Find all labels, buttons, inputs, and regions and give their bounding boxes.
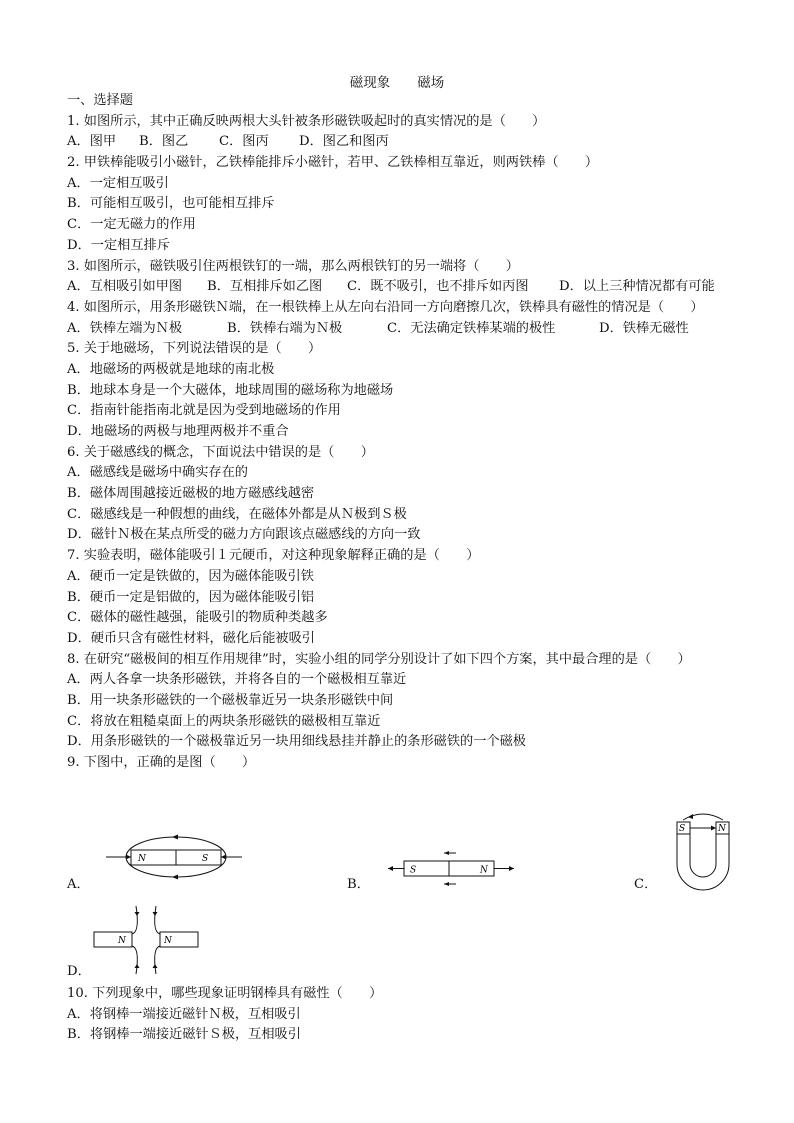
option[interactable]: C．指南针能指南北就是因为受到地磁场的作用 (67, 403, 341, 419)
option[interactable]: D．用条形磁铁的一个磁极靠近另一块用细线悬挂并静止的条形磁铁的一个磁极 (67, 734, 526, 750)
option[interactable]: D．硬币只含有磁性材料，磁化后能被吸引 (67, 630, 315, 646)
question-4-stem: 4. 如图所示，用条形磁铁Ｎ端，在一根铁棒上从左向右沿同一方向磨擦几次，铁棒具有磁性的情况是（ ） (67, 299, 704, 315)
option[interactable]: A．将钢棒一端接近磁针Ｎ极，互相吸引 (67, 1006, 301, 1022)
pole-s-label: S (202, 854, 209, 864)
option[interactable]: C．磁感线是一种假想的曲线，在磁体外都是从Ｎ极到Ｓ极 (67, 506, 407, 522)
pole-n-label: N (480, 865, 488, 876)
option[interactable]: A．互相吸引如甲图 (67, 279, 183, 295)
page-title: 磁现象 磁场 (349, 75, 445, 91)
pole-n-label: N (138, 854, 146, 864)
figure-c-horseshoe-magnet (668, 812, 738, 892)
question-6-stem: 6. 关于磁感线的概念，下面说法中错误的是（ ） (67, 444, 374, 460)
option[interactable]: C．图丙 (219, 134, 269, 150)
option[interactable]: B．磁体周围越接近磁极的地方磁感线越密 (67, 486, 315, 502)
figure-d-label[interactable]: D． (67, 964, 91, 979)
option[interactable]: B．互相排斥如乙图 (207, 279, 323, 295)
pole-n-label: N (118, 936, 126, 946)
option[interactable]: A．地磁场的两极就是地球的南北极 (67, 361, 275, 377)
figure-a-label[interactable]: A． (67, 877, 90, 892)
option[interactable]: D．铁棒无磁性 (599, 320, 689, 336)
figure-b-label[interactable]: B． (347, 877, 370, 892)
question-5-stem: 5. 关于地磁场，下列说法错误的是（ ） (67, 341, 322, 357)
option[interactable]: D．以上三种情况都有可能 (559, 279, 715, 295)
option[interactable]: B．图乙 (139, 134, 189, 150)
option[interactable]: A．磁感线是磁场中确实存在的 (67, 465, 248, 481)
question-7-stem: 7. 实验表明，磁体能吸引１元硬币，对这种现象解释正确的是（ ） (67, 548, 480, 564)
figure-a-bar-magnet (100, 826, 248, 888)
pole-n-label: N (164, 936, 172, 946)
pole-s-label: S (679, 824, 686, 834)
question-4-options (67, 319, 737, 340)
figure-c-label[interactable]: C． (634, 877, 658, 892)
option[interactable]: B．地球本身是一个大磁体，地球周围的磁场称为地磁场 (67, 382, 394, 398)
option[interactable]: B．将钢棒一端接近磁针Ｓ极，互相吸引 (67, 1027, 301, 1043)
option[interactable]: C．无法确定铁棒某端的极性 (387, 320, 556, 336)
option[interactable]: B．铁棒右端为Ｎ极 (227, 320, 343, 336)
section-heading: 一、选择题 (67, 93, 133, 108)
question-10-stem: 10. 下列现象中，哪些现象证明钢棒具有磁性（ ） (67, 986, 383, 1001)
option[interactable]: A．硬币一定是铁做的，因为磁体能吸引铁 (67, 568, 314, 584)
figure-d-two-bar-magnets (90, 902, 202, 978)
option[interactable]: A．图甲 (67, 134, 117, 150)
option[interactable]: B．用一块条形磁铁的一个磁极靠近另一块条形磁铁中间 (67, 692, 394, 708)
pole-s-label: S (410, 865, 417, 876)
option[interactable]: D．图乙和图丙 (299, 134, 389, 150)
option[interactable]: C．既不吸引，也不排斥如丙图 (347, 279, 529, 295)
question-10 (67, 984, 737, 1046)
option[interactable]: A．铁棒左端为Ｎ极 (67, 320, 183, 336)
option[interactable]: C．将放在粗糙桌面上的两块条形磁铁的磁极相互靠近 (67, 713, 381, 729)
question-1-stem: 1. 如图所示，其中正确反映两根大头针被条形磁铁吸起时的真实情况的是（ ） (67, 113, 546, 129)
option[interactable]: D．一定相互排斥 (67, 237, 170, 253)
question-9-stem: 9. 下图中，正确的是图（ ） (67, 755, 256, 771)
question-3-options (67, 277, 737, 298)
question-1-options (67, 132, 737, 153)
pole-n-label: N (718, 824, 726, 834)
option[interactable]: C．磁体的磁性越强，能吸引的物质种类越多 (67, 610, 328, 626)
question-8-stem: 8. 在研究“磁极间的相互作用规律”时，实验小组的同学分别设计了如下四个方案，其中最合理的是（ ） (67, 651, 691, 667)
question-3-stem: 3. 如图所示，磁铁吸引住两根铁钉的一端，那么两根铁钉的另一端将（ ） (67, 258, 519, 274)
question-list (67, 91, 737, 774)
option[interactable]: C．一定无磁力的作用 (67, 217, 196, 233)
question-2-stem: 2. 甲铁棒能吸引小磁针，乙铁棒能排斥小磁针，若甲、乙铁棒相互靠近，则两铁棒（ ） (67, 155, 599, 171)
option[interactable]: A．一定相互吸引 (67, 175, 169, 191)
option[interactable]: D．地磁场的两极与地理两极并不重合 (67, 424, 289, 439)
option[interactable]: A．两人各拿一块条形磁铁，并将各自的一个磁极相互靠近 (67, 672, 407, 688)
option[interactable]: D．磁针Ｎ极在某点所受的磁力方向跟该点磁感线的方向一致 (67, 527, 421, 543)
option[interactable]: B．可能相互吸引，也可能相互排斥 (67, 196, 275, 212)
figure-b-bar-magnet (384, 848, 520, 890)
option[interactable]: B．硬币一定是铝做的，因为磁体能吸引铝 (67, 589, 315, 605)
